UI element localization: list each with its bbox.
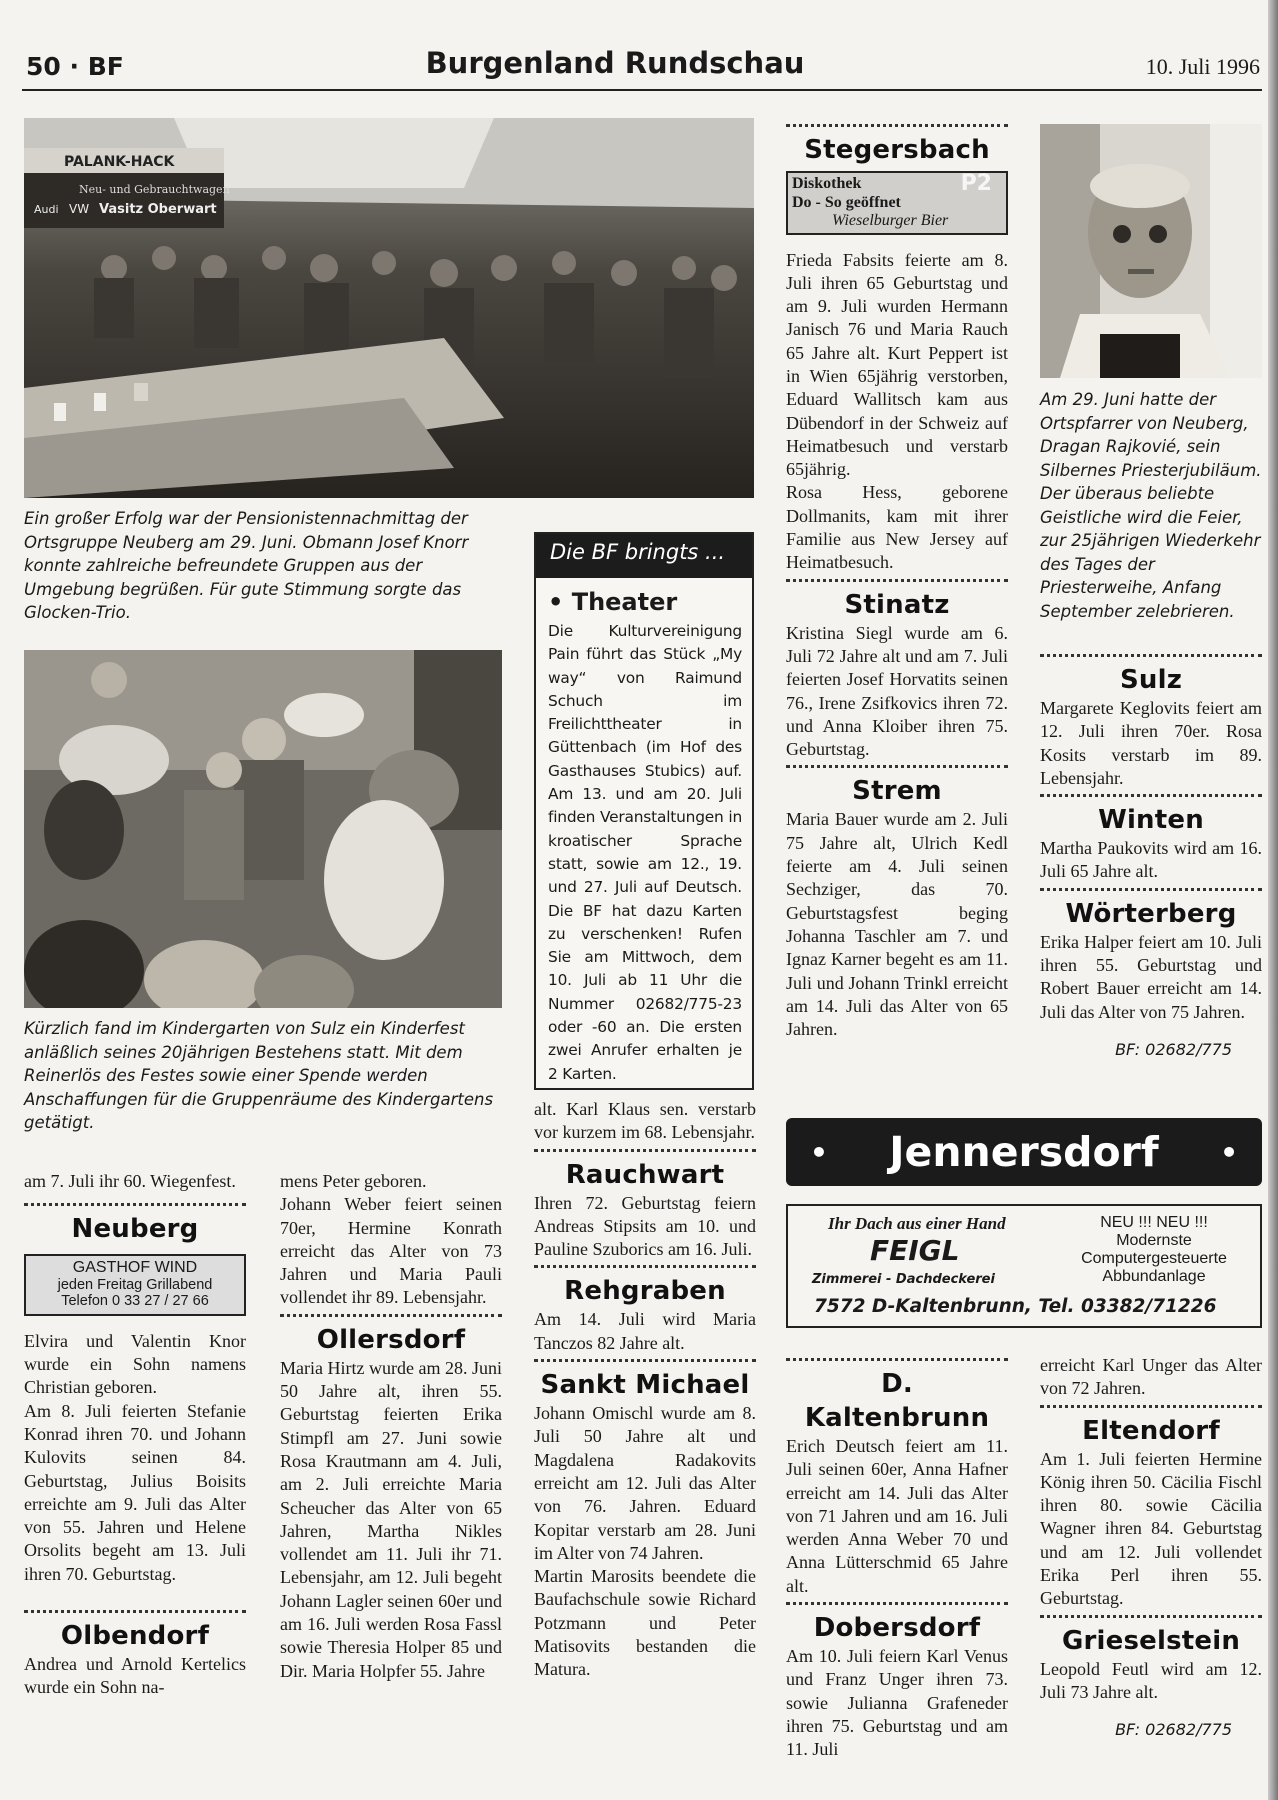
box-title: Die BF bringts ...: [536, 534, 752, 578]
photo2-caption: Kürzlich fand im Kindergarten von Sulz ein Kinderfest anläßlich seines 20jährigen Bestehens statt. Mit dem Reinerlös des Festes sowie einer Spende werden Anschaffungen für die Gruppenräume des Kindergartens getätigt.: [24, 1019, 494, 1132]
divider: [280, 1314, 502, 1317]
ad-p2-logo: P2: [960, 171, 992, 196]
column-3: [534, 1098, 756, 1682]
issue-date: 10. Juli 1996: [1145, 54, 1260, 79]
kindergarten-photo-illustration: [24, 650, 502, 1008]
ollersdorf-text: Maria Hirtz wurde am 28. Juni 50 Jahre alt, ihren 55. Geburtstag feierten Erika Stimpfl am 27. Juni sowie Rosa Krautmann am 4. Juli, am 2. Juli erreichte Maria Scheucher das Alter von 65 Jahren, Martha Nikles vollendet am 11. Juli ihr 71. Lebensjahr, am 12. Juli begeht Johann Lagler seinen 60er und am 16. Juli werden Rosa Fassl sowie Theresia Holper 85 und Dir. Maria Holpfer 55. Jahre: [280, 1357, 502, 1681]
contact-number-2: BF: 02682/775: [1115, 1720, 1232, 1740]
ad-wind-line1: GASTHOF WIND: [72, 1259, 198, 1277]
banner-1: PALANK-HACK: [64, 154, 175, 170]
heading-rauchwart: Rauchwart: [565, 1159, 725, 1190]
banner-5: Vasitz Oberwart: [99, 202, 217, 217]
heading-strem: Strem: [852, 776, 942, 807]
feigl-right-2: Modernste: [1116, 1232, 1192, 1249]
stegersbach-text: Frieda Fabsits feierte am 8. Juli ihren 65 Geburtstag und am 9. Juli wurden Hermann Janisch 76 und Maria Rauch 65 Jahre alt. Kurt Peppert ist in Wien 65jährig verstorben, Eduard Wallitsch kam aus Dübendorf in der Schweiz auf Heimatbesuch und verstarb 65jährig. Rosa Hess, geborene Dollmanits, kam mit ihrer Familie aus New Jersey auf Heimatbesuch.: [786, 249, 1008, 573]
sulz-text: Margarete Keglovits feiert am 12. Juli ihren 70er. Rosa Kosits verstarb im 89. Lebensjahr.: [1040, 698, 1262, 788]
neuberg-text: Elvira und Valentin Knor wurde ein Sohn namens Christian geboren. Am 8. Juli feierten Stefanie Konrad ihren 70. und Johann Kulovits seinen 84. Geburtstag, Julius Boisits erreichte am 9. Juli das Alter von 55. Jahren und Helene Orsolits begeht am 13. Juli ihren 70. Geburtstag.: [24, 1330, 246, 1584]
feigl-name: FEIGL: [870, 1234, 960, 1267]
winten-text: Martha Paukovits wird am 16. Juli 65 Jahre alt.: [1040, 838, 1262, 882]
divider: [534, 1359, 756, 1362]
photo1-caption: Ein großer Erfolg war der Pensionistennachmittag der Ortsgruppe Neuberg am 29. Juni. Obmann Josef Knorr konnte zahlreiche befreundete Gruppen aus der Umgebung begrüßen. Für gute Stimmung sorgte das Glocken-Trio.: [24, 509, 469, 622]
heading-olbendorf: Olbendorf: [60, 1621, 210, 1652]
divider: [24, 1203, 246, 1206]
ad-feigl: [786, 1204, 1262, 1328]
d-kaltenbrunn-text: Erich Deutsch feiert am 11. Juli seinen 60er, Anna Hafner erreicht am 14. Juli das Alter von 71 Jahren und am 16. Juli werden Anna Weber 70 und Anna Lütterschmid 65 Jahre alt.: [786, 1436, 1008, 1596]
banner-2: Neu- und Gebrauchtwagen: [79, 183, 230, 196]
page-number: 50 · BF: [26, 52, 124, 81]
divider: [534, 1149, 756, 1152]
photo-priest: [1040, 124, 1262, 378]
divider: [1040, 1405, 1262, 1408]
feigl-right: [1056, 1214, 1252, 1286]
heading-worterberg: Wörterberg: [1065, 898, 1237, 929]
divider: [786, 1358, 1008, 1361]
eltendorf-text: Am 1. Juli feierten Hermine König ihren 50. Cäcilia Fischl ihren 80. sowie Cäcilia Wagner ihren 84. Geburtstag und am 12. Juli vollendet Erika Perl ihren 55. Geburtstag.: [1040, 1448, 1262, 1609]
priest-photo-illustration: [1040, 124, 1262, 378]
ad-wind-line3: Telefon 0 33 27 / 27 66: [61, 1293, 209, 1310]
column-5-lower: [1040, 1354, 1262, 1742]
newspaper-title: Burgenland Rundschau: [425, 46, 805, 80]
rehgraben-text: Am 14. Juli wird Maria Tanczos 82 Jahre alt.: [534, 1309, 756, 1353]
ad-wind-line2: jeden Freitag Grillabend: [57, 1276, 213, 1293]
bullet-left: •: [810, 1135, 828, 1169]
column-4: [786, 118, 1008, 1041]
feigl-address: 7572 D-Kaltenbrunn, Tel. 03382/71226: [814, 1296, 1217, 1317]
heading-rehgraben: Rehgraben: [564, 1276, 726, 1307]
ad-p2-line3: Wieselburger Bier: [832, 212, 949, 229]
heading-sulz: Sulz: [1119, 665, 1183, 695]
ad-p2-line2: Do - So geöffnet: [792, 193, 901, 211]
col3-continuation: alt. Karl Klaus sen. verstarb vor kurzem im 68. Lebensjahr.: [534, 1099, 756, 1143]
page-edge: [1268, 0, 1278, 1800]
column-4-lower: [786, 1354, 1008, 1762]
col5-continuation: erreicht Karl Unger das Alter von 72 Jahren.: [1040, 1355, 1262, 1399]
heading-eltendorf: Eltendorf: [1082, 1415, 1220, 1446]
heading-stegersbach: Stegersbach: [804, 135, 990, 165]
bullet-right: •: [1220, 1135, 1238, 1169]
ad-gasthof-wind: [24, 1254, 246, 1316]
column-2: [280, 1170, 502, 1683]
ad-p2-line1: Diskothek: [792, 175, 862, 192]
worterberg-text: Erika Halper feiert am 10. Juli ihren 55. Geburtstag und Robert Bauer erreicht am 14. Juli das Alter von 75 Jahren.: [1040, 931, 1262, 1022]
banner-4: VW: [69, 202, 90, 216]
divider: [1040, 794, 1262, 797]
divider: [534, 1265, 756, 1268]
heading-stinatz: Stinatz: [844, 589, 950, 620]
heading-dobersdorf: Dobersdorf: [813, 1613, 981, 1644]
header-rule: [22, 89, 1262, 91]
stinatz-text: Kristina Siegl wurde am 6. Juli 72 Jahre alt und am 7. Juli feierten Josef Horvatits seinen 76., Irene Zsifkovics ihren 72. und Anna Kloiber ihren 75. Geburtstag.: [786, 622, 1008, 760]
photo-kindergarten-fest: [24, 650, 502, 1008]
heading-winten: Winten: [1098, 805, 1204, 836]
divider: [786, 765, 1008, 768]
jennersdorf-banner: [786, 1118, 1262, 1186]
heading-d-kaltenbrunn: D. Kaltenbrunn: [804, 1369, 990, 1433]
grieselstein-text: Leopold Feutl wird am 12. Juli 73 Jahre alt.: [1040, 1658, 1262, 1702]
divider: [1040, 654, 1262, 657]
jennersdorf-title: Jennersdorf: [889, 1128, 1159, 1176]
bf-bringts-box: [534, 532, 754, 1090]
feigl-right-3: Computergesteuerte: [1081, 1250, 1227, 1267]
banner-3: Audi: [34, 203, 59, 216]
box-subtitle: • Theater: [548, 588, 678, 616]
contact-number-1: BF: 02682/775: [1115, 1039, 1232, 1059]
heading-neuberg: Neuberg: [71, 1214, 199, 1245]
feigl-slogan: Ihr Dach aus einer Hand: [828, 1214, 1006, 1233]
heading-sankt-michael: Sankt Michael: [540, 1370, 750, 1401]
feigl-right-4: Abbundanlage: [1102, 1268, 1206, 1285]
divider: [1040, 888, 1262, 891]
feigl-right-1: NEU !!! NEU !!!: [1100, 1214, 1208, 1231]
col1-continuation: am 7. Juli ihr 60. Wiegenfest.: [24, 1171, 236, 1191]
olbendorf-text: Andrea und Arnold Kertelics wurde ein Sohn na-: [24, 1654, 246, 1698]
column-5: [1040, 650, 1262, 1061]
divider: [786, 124, 1008, 127]
feigl-sub: Zimmerei - Dachdeckerei: [812, 1272, 995, 1287]
divider: [1040, 1615, 1262, 1618]
strem-text: Maria Bauer wurde am 2. Juli 75 Jahre alt, Ulrich Kedl feierte am 4. Juli seinen Sechziger, das 70. Geburtstagsfest beging Johanna Taschler am 7. und Ignaz Karner begeht es am 11. Juli und Johann Trinkl erreicht am 14. Juli das Alter von 65 Jahren.: [786, 809, 1008, 1040]
tent-photo-illustration: [24, 118, 754, 498]
photo-pensioners-event: [24, 118, 754, 498]
col2-continuation: mens Peter geboren. Johann Weber feiert seinen 70er, Hermine Konrath erreicht das Alter von 73 Jahren und Maria Pauli vollendet ihr 89. Lebensjahr.: [280, 1171, 502, 1308]
divider: [786, 579, 1008, 582]
box-text: Die Kulturvereinigung Pain führt das Stück „My way“ von Raimund Schuch im Freilichttheater in Güttenbach (im Hof des Gasthauses Stubics) auf. Am 13. und am 20. Juli finden Veranstaltungen in kroatischer Sprache statt, sowie am 12., 19. und 27. Juli auf Deutsch. Die BF hat dazu Karten zu verschenken! Rufen Sie am Mittwoch, dem 10. Juli ab 11 Uhr die Nummer 02682/775-23 oder -60 an. Die ersten zwei Anrufer erhalten je 2 Karten.: [548, 622, 742, 1083]
column-1: [24, 1170, 246, 1700]
heading-ollersdorf: Ollersdorf: [316, 1324, 466, 1355]
ad-diskothek-p2: [786, 171, 1008, 235]
divider: [24, 1610, 246, 1613]
divider: [786, 1602, 1008, 1605]
photo3-caption: Am 29. Juni hatte der Ortspfarrer von Neuberg, Dragan Rajkovié, sein Silbernes Priesterjubiläum. Der überaus beliebte Geistliche wird die Feier, zur 25jährigen Wiederkehr des Tages der Priesterweihe, Anfang September zelebrieren.: [1040, 390, 1262, 621]
heading-grieselstein: Grieselstein: [1061, 1625, 1241, 1656]
sankt-michael-text: Johann Omischl wurde am 8. Juli 50 Jahre alt und Magdalena Radakovits erreicht am 12. Juli das Alter von 76. Jahren. Eduard Kopitar verstarb am 28. Juni im Alter von 74 Jahren. Martin Marosits beendete die Baufachschule sowie Richard Potzmann und Peter Matisovits bestanden die Matura.: [534, 1403, 756, 1680]
dobersdorf-text: Am 10. Juli feiern Karl Venus und Franz Unger ihren 73. sowie Julianna Grafeneder ihren 75. Geburtstag und am 11. Juli: [786, 1646, 1008, 1760]
rauchwart-text: Ihren 72. Geburtstag feiern Andreas Stipsits am 10. und Pauline Szuborics am 16. Juli.: [534, 1192, 756, 1260]
